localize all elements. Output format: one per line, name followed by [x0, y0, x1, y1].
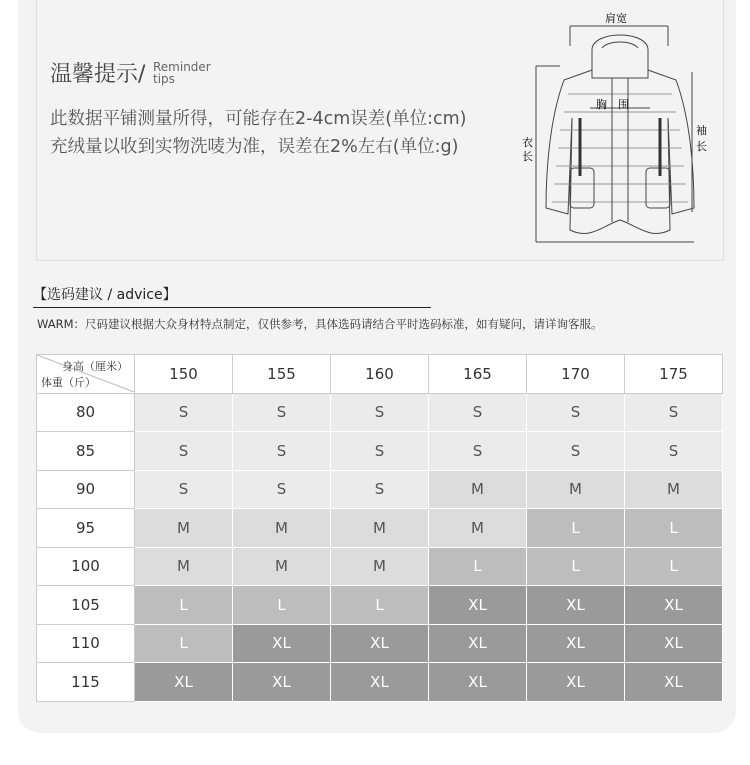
height-header: 155	[233, 355, 331, 394]
size-cell: S	[233, 393, 331, 432]
size-table	[36, 354, 723, 702]
weight-cell: 110	[37, 624, 135, 663]
size-cell: XL	[233, 663, 331, 702]
reminder-line-2: 充绒量以收到实物洗唛为准，误差在2%左右(单位:g)	[50, 137, 459, 157]
size-cell: L	[625, 547, 723, 586]
size-cell: S	[331, 393, 429, 432]
size-cell: XL	[429, 663, 527, 702]
size-cell: L	[429, 547, 527, 586]
size-cell: M	[135, 509, 233, 548]
size-table-row	[37, 624, 723, 663]
advice-divider	[33, 307, 431, 308]
size-table-header-row	[37, 355, 723, 394]
size-cell: XL	[429, 624, 527, 663]
size-table-row	[37, 470, 723, 509]
shoulder-label: 肩宽	[605, 12, 627, 25]
size-table-corner	[37, 355, 135, 394]
reminder-title: 温馨提示/	[50, 62, 146, 87]
size-table-row	[37, 432, 723, 471]
size-cell: XL	[625, 624, 723, 663]
size-table-row	[37, 586, 723, 625]
size-cell: M	[331, 509, 429, 548]
size-table-row	[37, 509, 723, 548]
weight-cell: 115	[37, 663, 135, 702]
size-cell: XL	[527, 586, 625, 625]
reminder-subtitle	[153, 61, 211, 85]
length-label-2: 长	[522, 150, 533, 163]
weight-cell: 80	[37, 393, 135, 432]
sleeve-label-1: 袖	[696, 124, 707, 137]
weight-cell: 85	[37, 432, 135, 471]
size-cell: L	[625, 509, 723, 548]
length-label-1: 衣	[522, 136, 533, 149]
size-cell: S	[135, 470, 233, 509]
size-table-row	[37, 663, 723, 702]
size-cell: M	[135, 547, 233, 586]
jacket-measurement-diagram	[520, 8, 720, 248]
corner-weight-label: 体重（斤）	[41, 375, 96, 389]
size-cell: S	[233, 470, 331, 509]
reminder-subtitle-line1: Reminder	[153, 60, 211, 74]
corner-height-label: 身高（厘米）	[62, 360, 128, 373]
sleeve-label-2: 长	[696, 140, 707, 153]
size-cell: S	[527, 432, 625, 471]
warm-note: WARM：尺码建议根据大众身材特点制定，仅供参考，具体选码请结合平时选码标准，如有疑问，请详询客服。	[37, 317, 603, 331]
height-header: 165	[429, 355, 527, 394]
weight-cell: 100	[37, 547, 135, 586]
size-cell: M	[429, 509, 527, 548]
reminder-line-1: 此数据平铺测量所得，可能存在2-4cm误差(单位:cm)	[50, 109, 467, 129]
size-cell: M	[429, 470, 527, 509]
size-cell: XL	[331, 663, 429, 702]
size-cell: M	[625, 470, 723, 509]
size-cell: S	[429, 432, 527, 471]
size-cell: S	[527, 393, 625, 432]
weight-cell: 105	[37, 586, 135, 625]
size-cell: XL	[625, 663, 723, 702]
size-cell: S	[625, 432, 723, 471]
size-cell: XL	[233, 624, 331, 663]
reminder-subtitle-line2: tips	[153, 72, 175, 86]
size-cell: L	[233, 586, 331, 625]
size-cell: XL	[331, 624, 429, 663]
weight-cell: 95	[37, 509, 135, 548]
size-cell: M	[233, 509, 331, 548]
size-cell: S	[331, 470, 429, 509]
size-cell: S	[135, 393, 233, 432]
height-header: 150	[135, 355, 233, 394]
size-cell: L	[331, 586, 429, 625]
size-cell: XL	[429, 586, 527, 625]
size-table-row	[37, 547, 723, 586]
size-cell: L	[135, 624, 233, 663]
weight-cell: 90	[37, 470, 135, 509]
size-table-body	[37, 393, 723, 701]
size-cell: XL	[527, 663, 625, 702]
advice-title: 【选码建议 / advice】	[33, 287, 177, 303]
height-header: 170	[527, 355, 625, 394]
size-cell: S	[429, 393, 527, 432]
size-cell: XL	[135, 663, 233, 702]
size-cell: S	[135, 432, 233, 471]
size-cell: S	[625, 393, 723, 432]
size-cell: L	[527, 509, 625, 548]
size-cell: L	[527, 547, 625, 586]
size-cell: S	[233, 432, 331, 471]
size-cell: S	[331, 432, 429, 471]
height-header: 160	[331, 355, 429, 394]
size-table-row	[37, 393, 723, 432]
size-cell: M	[331, 547, 429, 586]
height-header: 175	[625, 355, 723, 394]
chest-label: 胸 围	[596, 98, 629, 111]
size-cell: M	[233, 547, 331, 586]
size-cell: XL	[625, 586, 723, 625]
size-cell: M	[527, 470, 625, 509]
size-cell: L	[135, 586, 233, 625]
size-cell: XL	[527, 624, 625, 663]
